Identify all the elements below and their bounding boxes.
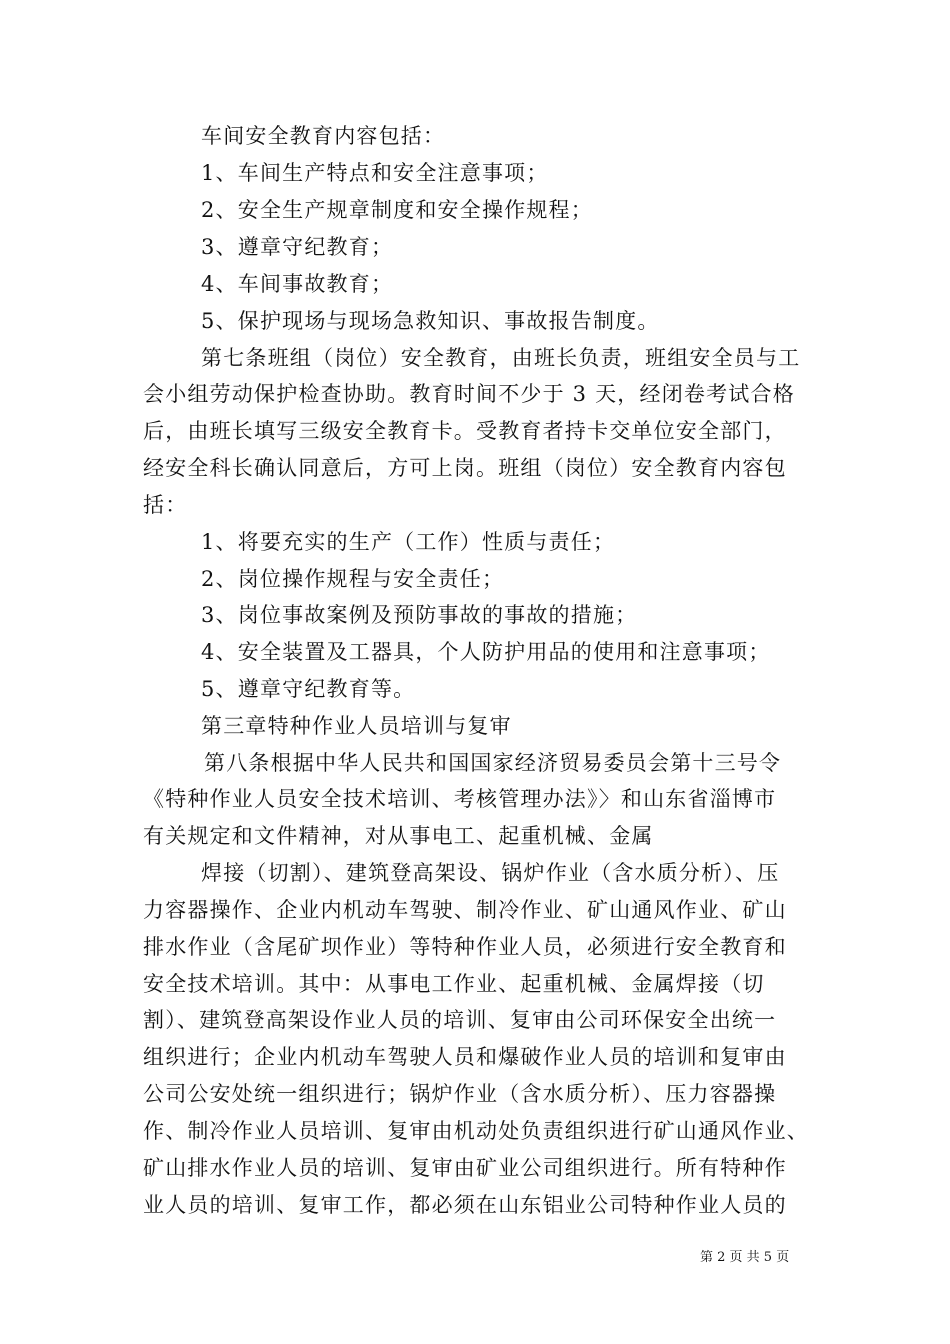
- text-line: 第七条班组（岗位）安全教育，由班长负责，班组安全员与工: [201, 346, 801, 370]
- page-number: 第 2 页 共 5 页: [700, 1250, 790, 1265]
- text-line: 4、安全装置及工器具，个人防护用品的使用和注意事项；: [201, 640, 771, 664]
- text-line: 力容器操作、企业内机动车驾驶、制冷作业、矿山通风作业、矿山: [143, 898, 787, 922]
- text-line: 2、岗位操作规程与安全责任；: [201, 567, 505, 591]
- text-line: 3、岗位事故案例及预防事故的事故的措施；: [201, 603, 638, 627]
- text-line: 1、将要充实的生产（工作）性质与责任；: [201, 530, 616, 554]
- section-heading: 第三章特种作业人员培训与复审: [201, 714, 512, 738]
- text-line: 焊接（切割）、建筑登高架设、锅炉作业（含水质分析）、压: [201, 861, 780, 885]
- text-line: 5、遵章守纪教育等。: [201, 677, 416, 701]
- text-line: 割）、建筑登高架设作业人员的培训、复审由公司环保安全出统一: [143, 1008, 777, 1032]
- text-line: 后，由班长填写三级安全教育卡。受教育者持卡交单位安全部门，: [143, 419, 787, 443]
- text-line: 4、车间事故教育；: [201, 272, 394, 296]
- text-line: 公司公安处统一组织进行；锅炉作业（含水质分析）、压力容器操: [143, 1082, 777, 1106]
- text-line: 经安全科长确认同意后，方可上岗。班组（岗位）安全教育内容包: [143, 456, 787, 480]
- text-line: 5、保护现场与现场急救知识、事故报告制度。: [201, 309, 660, 333]
- text-line: 2、安全生产规章制度和安全操作规程；: [201, 198, 593, 222]
- text-line: 作、制冷作业人员培训、复审由机动处负责组织进行矿山通风作业、: [143, 1119, 809, 1143]
- text-line: 矿山排水作业人员的培训、复审由矿业公司组织进行。所有特种作: [143, 1156, 787, 1180]
- text-line: 第八条根据中华人民共和国国家经济贸易委员会第十三号令: [204, 751, 782, 775]
- text-line: 排水作业（含尾矿坝作业）等特种作业人员，必须进行安全教育和: [143, 935, 787, 959]
- text-line: 会小组劳动保护检查协助。教育时间不少于 3 天，经闭卷考试合格: [143, 382, 795, 406]
- text-line: 组织进行；企业内机动车驾驶人员和爆破作业人员的培训和复审由: [143, 1045, 787, 1069]
- text-line: 括：: [143, 493, 188, 517]
- text-line: 《特种作业人员安全技术培训、考核管理办法》〉和山东省淄博市: [143, 787, 777, 811]
- text-line: 安全技术培训。其中：从事电工作业、起重机械、金属焊接（切: [143, 972, 765, 996]
- text-line: 车间安全教育内容包括：: [201, 124, 446, 148]
- text-line: 1、车间生产特点和安全注意事项；: [201, 161, 549, 185]
- text-line: 3、遵章守纪教育；: [201, 235, 394, 259]
- text-line: 有关规定和文件精神，对从事电工、起重机械、金属: [143, 824, 654, 848]
- text-line: 业人员的培训、复审工作，都必须在山东铝业公司特种作业人员的: [143, 1193, 787, 1217]
